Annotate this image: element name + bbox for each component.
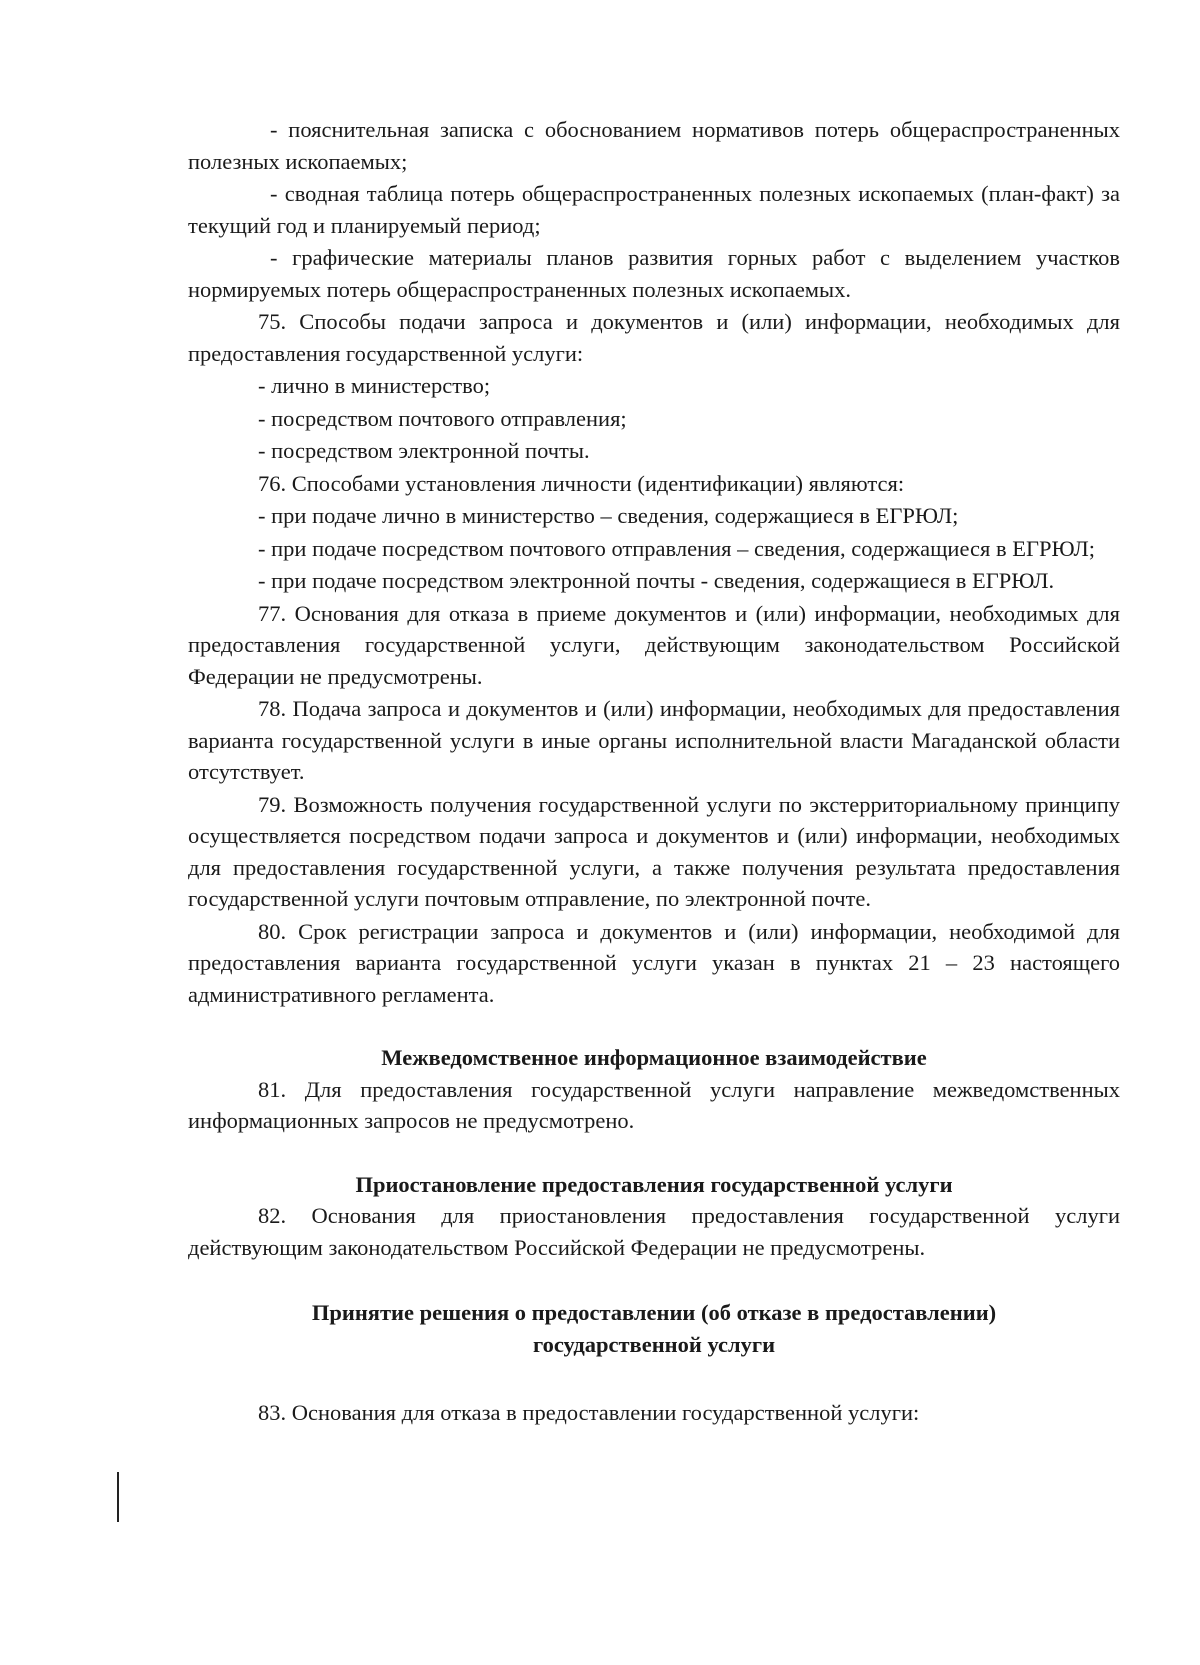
paragraph-77: 77. Основания для отказа в приеме документов и (или) информации, необходимых для предоставления государственной услуги, действующим законодательством Российской Федерации не предусмотрены.: [188, 600, 1120, 689]
paragraph-graphic-materials: - графические материалы планов развития горных работ с выделением участков нормируемых потерь общераспространенных полезных ископаемых.: [188, 245, 1120, 302]
paragraph-explanatory-note: - пояснительная записка с обоснованием нормативов потерь общераспространенных полезных ископаемых;: [188, 117, 1120, 174]
paragraph-76-mail: - при подаче посредством почтового отправления – сведения, содержащиеся в ЕГРЮЛ;: [258, 535, 1095, 561]
paragraph-82: 82. Основания для приостановления предоставления государственной услуги действующим законодательством Российской Федерации не предусмотрены.: [188, 1203, 1120, 1260]
paragraph-80: 80. Срок регистрации запроса и документов и (или) информации, необходимой для предоставления варианта государственной услуги указан в пунктах 21 – 23 настоящего административного регламента.: [188, 918, 1120, 1007]
heading-suspension: Приостановление предоставления государственной услуги: [355, 1171, 953, 1197]
paragraph-75-mail: - посредством почтового отправления;: [258, 405, 627, 431]
document-body: [188, 114, 1120, 1429]
paragraph-75-email: - посредством электронной почты.: [258, 438, 590, 463]
margin-mark: [117, 1472, 119, 1522]
paragraph-79: 79. Возможность получения государственной услуги по экстерриториальному принципу осуществляется посредством подачи запроса и документов и (или) информации, необходимых для предоставления государственной услуги, а также получения результата предоставления государственной услуги почтовым отправление, по электронной почте.: [188, 791, 1120, 911]
heading-decision-line-1: Принятие решения о предоставлении (об отказе в предоставлении): [311, 1300, 997, 1325]
paragraph-summary-table: - сводная таблица потерь общераспространенных полезных ископаемых (план-факт) за текущий год и планируемый период;: [188, 181, 1120, 238]
paragraph-81: 81. Для предоставления государственной услуги направление межведомственных информационных запросов не предусмотрено.: [188, 1076, 1120, 1133]
paragraph-83: 83. Основания для отказа в предоставлении государственной услуги:: [258, 1400, 920, 1425]
heading-interagency-interaction: Межведомственное информационное взаимодействие: [381, 1045, 927, 1070]
paragraph-76-in-person: - при подаче лично в министерство – сведения, содержащиеся в ЕГРЮЛ;: [258, 503, 959, 528]
paragraph-75-in-person: - лично в министерство;: [258, 373, 491, 398]
paragraph-76-email: - при подаче посредством электронной почты - сведения, содержащиеся в ЕГРЮЛ.: [258, 568, 1055, 593]
paragraph-76: 76. Способами установления личности (идентификации) являются:: [258, 470, 905, 496]
paragraph-78: 78. Подача запроса и документов и (или) информации, необходимых для предоставления варианта государственной услуги в иные органы исполнительной власти Магаданской области отсутствует.: [188, 696, 1120, 784]
paragraph-75: 75. Способы подачи запроса и документов и (или) информации, необходимых для предоставления государственной услуги:: [188, 309, 1120, 366]
heading-decision-line-2: государственной услуги: [532, 1331, 776, 1357]
